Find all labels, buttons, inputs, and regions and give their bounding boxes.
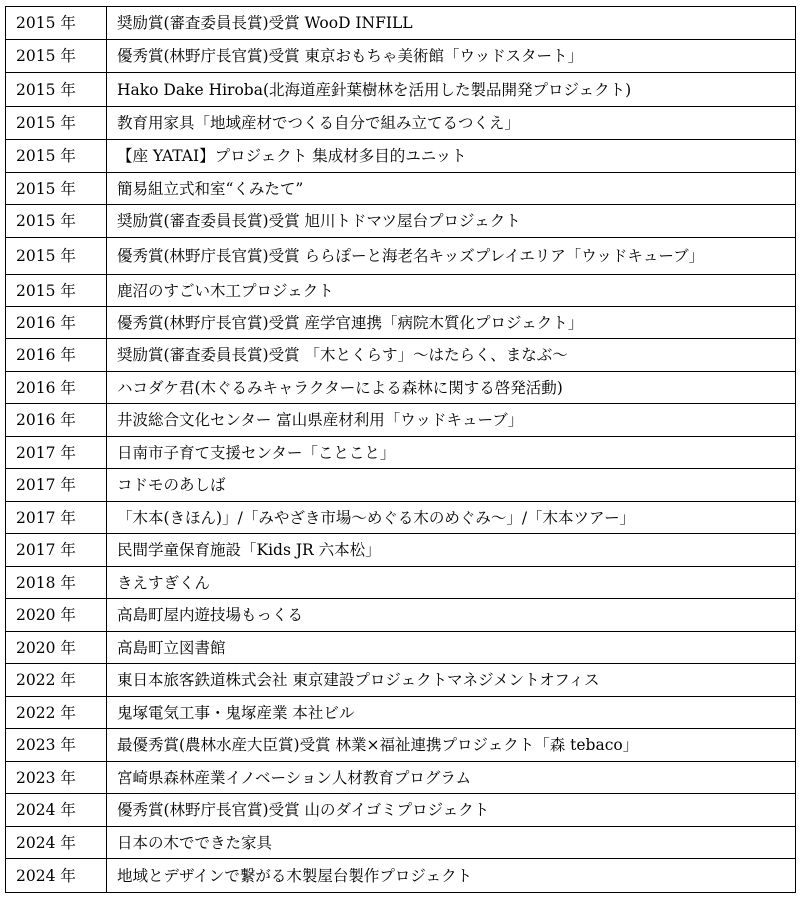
year-cell: 2017 年 — [6, 502, 107, 534]
project-cell: Hako Dake Hiroba(北海道産針葉樹林を活用した製品開発プロジェクト) — [107, 73, 796, 107]
year-cell: 2020 年 — [6, 599, 107, 632]
table-row — [6, 140, 796, 173]
project-cell: 「木本(きほん)」/「みやざき市場〜めぐる木のめぐみ〜」/「木本ツアー」 — [107, 502, 796, 534]
project-cell: 日南市子育て支援センター「ことこと」 — [107, 437, 796, 469]
table-row — [6, 729, 796, 762]
table-row — [6, 762, 796, 794]
year-cell: 2015 年 — [6, 275, 107, 307]
project-cell: 優秀賞(林野庁長官賞)受賞 ららぽーと海老名キッズプレイエリア「ウッドキューブ」 — [107, 238, 796, 275]
table-row — [6, 339, 796, 372]
table-row — [6, 307, 796, 339]
table-row — [6, 632, 796, 664]
table-row — [6, 107, 796, 140]
year-cell: 2015 年 — [6, 205, 107, 238]
project-cell: 宮崎県森林産業イノベーション人材教育プログラム — [107, 762, 796, 794]
project-cell: 教育用家具「地域産材でつくる自分で組み立てるつくえ」 — [107, 107, 796, 140]
year-cell: 2018 年 — [6, 567, 107, 599]
year-cell: 2015 年 — [6, 173, 107, 205]
table-row — [6, 73, 796, 107]
year-cell: 2022 年 — [6, 697, 107, 729]
year-cell: 2015 年 — [6, 40, 107, 73]
year-cell: 2017 年 — [6, 437, 107, 469]
year-cell: 2020 年 — [6, 632, 107, 664]
project-cell: 高島町立図書館 — [107, 632, 796, 664]
project-cell: 簡易組立式和室“くみたて” — [107, 173, 796, 205]
table-row — [6, 502, 796, 534]
project-cell: 優秀賞(林野庁長官賞)受賞 東京おもちゃ美術館「ウッドスタート」 — [107, 40, 796, 73]
year-cell: 2024 年 — [6, 827, 107, 859]
table-row — [6, 437, 796, 469]
year-cell: 2015 年 — [6, 107, 107, 140]
project-cell: きえすぎくん — [107, 567, 796, 599]
project-cell: 最優秀賞(農林水産大臣賞)受賞 林業×福祉連携プロジェクト「森 tebaco」 — [107, 729, 796, 762]
awards-table — [5, 6, 796, 893]
project-cell: コドモのあしば — [107, 469, 796, 502]
project-cell: ハコダケ君(木ぐるみキャラクターによる森林に関する啓発活動) — [107, 372, 796, 404]
table-row — [6, 469, 796, 502]
project-cell: 鬼塚電気工事・鬼塚産業 本社ビル — [107, 697, 796, 729]
year-cell: 2017 年 — [6, 534, 107, 567]
table-row — [6, 205, 796, 238]
table-row — [6, 567, 796, 599]
table-row — [6, 859, 796, 893]
year-cell: 2024 年 — [6, 859, 107, 893]
project-cell: 井波総合文化センター 富山県産材利用「ウッドキューブ」 — [107, 404, 796, 437]
year-cell: 2024 年 — [6, 794, 107, 827]
project-cell: 地域とデザインで繋がる木製屋台製作プロジェクト — [107, 859, 796, 893]
table-row — [6, 238, 796, 275]
project-cell: 奨励賞(審査委員長賞)受賞 旭川トドマツ屋台プロジェクト — [107, 205, 796, 238]
year-cell: 2016 年 — [6, 339, 107, 372]
year-cell: 2022 年 — [6, 664, 107, 697]
table-row — [6, 372, 796, 404]
project-cell: 【座 YATAI】プロジェクト 集成材多目的ユニット — [107, 140, 796, 173]
year-cell: 2015 年 — [6, 7, 107, 40]
year-cell: 2015 年 — [6, 238, 107, 275]
year-cell: 2023 年 — [6, 762, 107, 794]
year-cell: 2016 年 — [6, 307, 107, 339]
year-cell: 2016 年 — [6, 404, 107, 437]
table-row — [6, 275, 796, 307]
year-cell: 2015 年 — [6, 140, 107, 173]
awards-table-body — [6, 7, 796, 893]
project-cell: 奨励賞(審査委員長賞)受賞 「木とくらす」〜はたらく、まなぶ〜 — [107, 339, 796, 372]
project-cell: 日本の木でできた家具 — [107, 827, 796, 859]
table-row — [6, 404, 796, 437]
table-row — [6, 40, 796, 73]
project-cell: 鹿沼のすごい木工プロジェクト — [107, 275, 796, 307]
year-cell: 2015 年 — [6, 73, 107, 107]
project-cell: 奨励賞(審査委員長賞)受賞 WooD INFILL — [107, 7, 796, 40]
table-row — [6, 534, 796, 567]
project-cell: 東日本旅客鉄道株式会社 東京建設プロジェクトマネジメントオフィス — [107, 664, 796, 697]
project-cell: 優秀賞(林野庁長官賞)受賞 産学官連携「病院木質化プロジェクト」 — [107, 307, 796, 339]
table-row — [6, 827, 796, 859]
table-row — [6, 7, 796, 40]
year-cell: 2023 年 — [6, 729, 107, 762]
table-row — [6, 173, 796, 205]
table-row — [6, 697, 796, 729]
project-cell: 優秀賞(林野庁長官賞)受賞 山のダイゴミプロジェクト — [107, 794, 796, 827]
table-row — [6, 599, 796, 632]
project-cell: 高島町屋内遊技場もっくる — [107, 599, 796, 632]
year-cell: 2017 年 — [6, 469, 107, 502]
table-row — [6, 794, 796, 827]
project-cell: 民間学童保育施設「Kids JR 六本松」 — [107, 534, 796, 567]
table-row — [6, 664, 796, 697]
year-cell: 2016 年 — [6, 372, 107, 404]
